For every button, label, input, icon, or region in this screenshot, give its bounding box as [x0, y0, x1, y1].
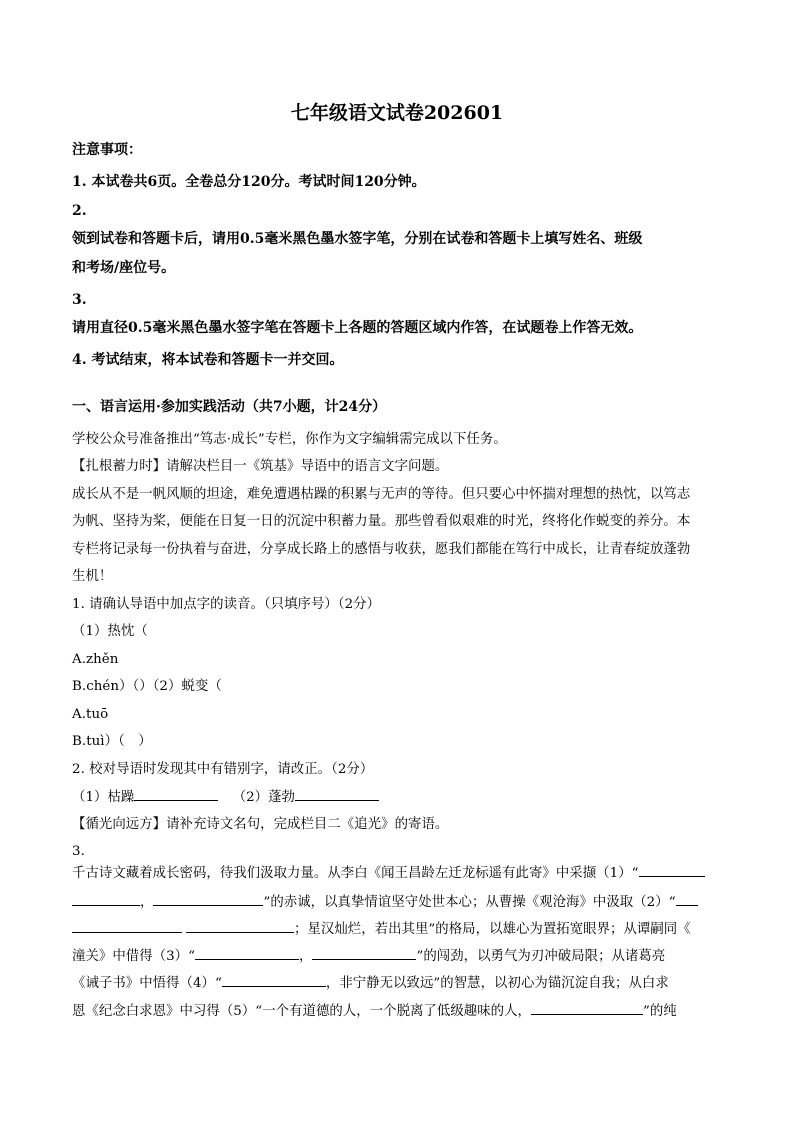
question-3-text: 千古诗文藏着成长密码，待我们汲取力量。从李白《闻王昌龄左迁龙标遥有此寄》中采撷（1）“ [72, 866, 639, 881]
question-3-line-6 [72, 1001, 677, 1022]
question-3-text: ”的纯 [643, 1004, 677, 1019]
passage-line-3: 专栏将记录每一份执着与奋进，分享成长路上的感悟与收获，愿我们都能在笃行中成长，让青春绽放蓬勃 [72, 542, 691, 557]
answer-blank[interactable] [186, 919, 294, 933]
question-1-option-b: B.chén）（）（2）蜕变（ [72, 679, 222, 694]
answer-blank[interactable] [312, 946, 416, 960]
passage-line-2: 为帆、坚持为桨，便能在日复一日的沉淀中积蓄力量。那些曾看似艰难的时光，终将化作蜕变的养分。本 [72, 514, 691, 529]
note-4: 4. 考试结束，将本试卷和答题卡一并交回。 [72, 352, 344, 368]
question-1-option-a: A.zhěn [72, 652, 119, 667]
question-2-item-2: （2）蓬勃 [232, 790, 295, 805]
note-2-line-1: 领到试卷和答题卡后，请用0.5毫米黑色墨水签字笔，分别在试卷和答题卡上填写姓名、班级 [72, 231, 643, 247]
answer-blank[interactable] [639, 863, 705, 877]
question-3-text: ，非宁静无以致远”的智慧，以初心为锚沉淀自我；从白求 [325, 976, 669, 991]
answer-blank[interactable] [72, 892, 140, 906]
note-3-number: 3. [72, 292, 87, 308]
note-2-line-2: 和考场/座位号。 [72, 260, 176, 276]
answer-blank[interactable] [222, 973, 326, 987]
question-2-items [72, 787, 379, 808]
question-3-line-1 [72, 863, 705, 884]
question-3-text: 恩《纪念白求恩》中习得（5）“一个有道德的人，一个脱离了低级趣味的人， [72, 1004, 532, 1019]
question-3-line-3 [72, 919, 691, 940]
note-1: 1. 本试卷共6页。全卷总分120分。考试时间120分钟。 [72, 174, 426, 190]
question-2-item-1: （1）枯躁 [72, 790, 135, 805]
question-3-line-2 [72, 892, 698, 913]
answer-blank[interactable] [195, 946, 299, 960]
answer-blank[interactable] [676, 892, 698, 906]
question-1-option-a2: A.tuō [72, 707, 109, 722]
section-heading: 一、语言运用·参加实践活动（共7小题，计24分） [72, 399, 387, 415]
question-3-text: 潼关》中借得（3）“ [72, 949, 195, 964]
question-3-text: ”的赤诚，以真挚情谊坚守处世本心；从曹操《观沧海》中汲取（2）“ [263, 895, 676, 910]
note-2-number: 2. [72, 203, 87, 219]
question-3-text: 《诫子书》中悟得（4）“ [72, 976, 222, 991]
answer-blank[interactable] [134, 787, 218, 801]
question-3-text: ， [299, 949, 313, 964]
question-1-option-b2: B.tuì）（ ） [72, 734, 152, 749]
notes-heading: 注意事项： [72, 142, 142, 158]
page-title: 七年级语文试卷202601 [290, 102, 504, 124]
answer-blank[interactable] [153, 892, 263, 906]
question-3-line-5 [72, 973, 669, 994]
answer-blank[interactable] [72, 919, 182, 933]
answer-blank[interactable] [295, 787, 379, 801]
question-1: 1. 请确认导语中加点字的读音。（只填序号）（2分） [72, 597, 381, 612]
passage-line-4: 生机！ [72, 569, 113, 584]
note-3-line-1: 请用直径0.5毫米黑色墨水签字笔在答题卡上各题的答题区域内作答，在试题卷上作答无效。 [72, 320, 643, 336]
question-3-text: ”的闯劲，以勇气为刃冲破局限；从诸葛亮 [416, 949, 666, 964]
answer-blank[interactable] [531, 1001, 643, 1015]
question-2: 2. 校对导语时发现其中有错别字，请改正。（2分） [72, 762, 374, 777]
passage-line-1: 成长从不是一帆风顺的坦途，难免遭遇枯躁的积累与无声的等待。但只要心中怀揣对理想的热忱，以笃志 [72, 487, 691, 502]
section-intro: 学校公众号准备推出“笃志·成长”专栏，你作为文字编辑需完成以下任务。 [72, 432, 507, 447]
question-3: 3. [72, 844, 85, 859]
task-1-prompt: 【扎根蓄力时】请解决栏目一《筑基》导语中的语言文字问题。 [72, 459, 449, 474]
question-1-item-1: （1）热忱（ [72, 624, 148, 639]
question-3-line-4 [72, 946, 665, 967]
question-3-text: ， [140, 895, 154, 910]
question-3-text: ；星汉灿烂，若出其里”的格局，以雄心为置拓宽眼界；从谭嗣同《 [294, 922, 691, 937]
task-2-prompt: 【循光向远方】请补充诗文名句，完成栏目二《追光》的寄语。 [72, 817, 449, 832]
